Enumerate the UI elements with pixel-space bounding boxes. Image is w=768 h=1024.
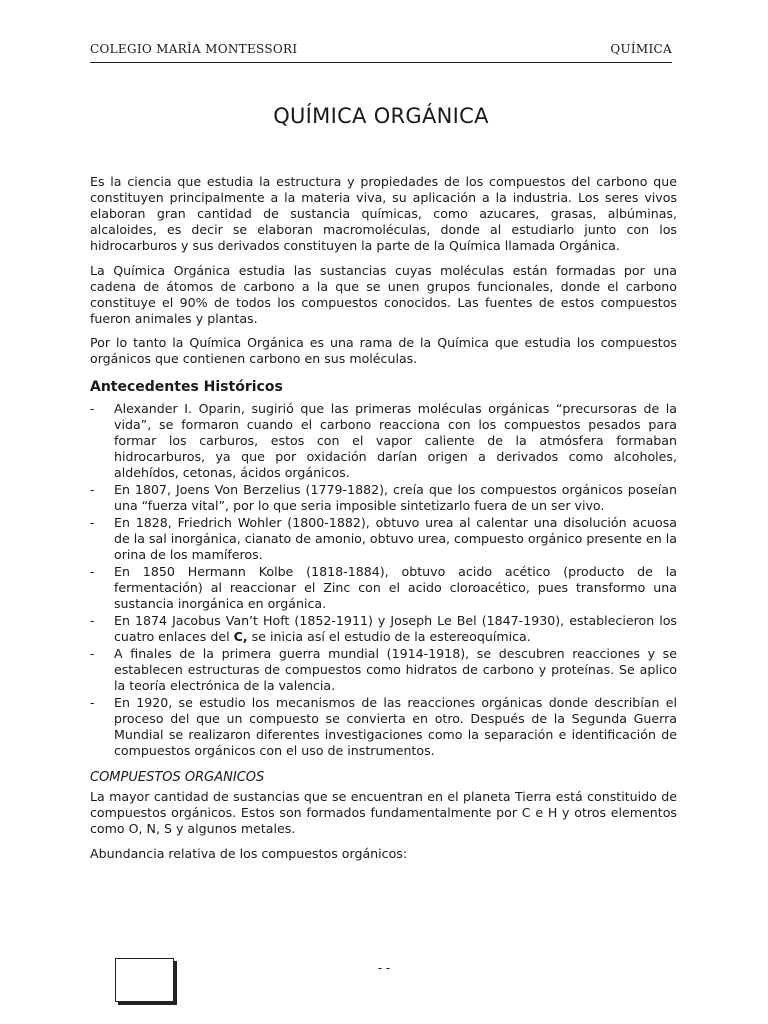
page-header [90, 42, 672, 63]
bullet-dash: - [90, 515, 95, 530]
list-item [90, 564, 677, 612]
bullet-dash: - [90, 401, 95, 416]
compounds-paragraph: La mayor cantidad de sustancias que se encuentran en el planeta Tierra está constituido de compuestos orgánicos. Estos son formados fundamentalmente por C e H y otros elementos como O, N, S y algunos metales. [90, 789, 677, 836]
list-item-text-tail: se inicia así el estudio de la estereoquímica. [247, 629, 531, 644]
bullet-dash: - [90, 564, 95, 579]
list-item-text: A finales de la primera guerra mundial (1914-1918), se descubren reacciones y se establecen estructuras de compuestos como hidratos de carbono y proteínas. Se aplico la teoría electrónica de la valencia. [114, 646, 677, 693]
intro-paragraph-1: Es la ciencia que estudia la estructura y propiedades de los compuestos del carbono que constituyen principalmente a la materia viva, su aplicación a la industria. Los seres vivos elaboran gran cantidad de sustancia químicas, como azucares, grasas, albúminas, alcaloides, es decir se elaboran macromoléculas, donde al estudiarlo junto con los hidrocarburos y sus derivados constituyen la parte de la Química llamada Orgánica. [90, 174, 677, 253]
page-title: QUÍMICA ORGÁNICA [273, 104, 489, 128]
history-heading: Antecedentes Históricos [90, 379, 283, 395]
list-item [90, 401, 677, 481]
history-list [90, 401, 677, 760]
bullet-dash: - [90, 482, 95, 497]
list-item-text: En 1828, Friedrich Wohler (1800-1882), obtuvo urea al calentar una disolución acuosa de la sal inorgánica, cianato de amonio, obtuvo urea, compuesto orgánico presente en la orina de los mamíferos. [114, 515, 677, 562]
bullet-dash: - [90, 613, 95, 628]
list-item-text: En 1807, Joens Von Berzelius (1779-1882), creía que los compuestos orgánicos poseían una “fuerza vital”, por lo que seria imposible sintetizarlo fuera de un ser vivo. [114, 482, 677, 513]
bullet-dash: - [90, 646, 95, 661]
list-item-text: En 1920, se estudio los mecanismos de las reacciones orgánicas donde describían el proceso del que un compuesto se convierta en otro. Después de la Segunda Guerra Mundial se realizaron diferentes investigaciones como la separación e identificación de compuestos orgánicos con el uso de instrumentos. [114, 695, 677, 758]
list-item [90, 515, 677, 563]
list-item [90, 695, 677, 759]
compounds-heading: COMPUESTOS ORGANICOS [90, 770, 265, 785]
intro-paragraph-3: Por lo tanto la Química Orgánica es una rama de la Química que estudia los compuestos orgánicos que contienen carbono en sus moléculas. [90, 335, 677, 366]
list-item-text: Alexander I. Oparin, sugirió que las primeras moléculas orgánicas “precursoras de la vida”, se formaron cuando el carbono reacciona con los compuestos pesados para formar los carburos, estos con el vapor caliente de la atmósfera formaban hidrocarburos, ya que por oxidación darían origen a derivados como alcoholes, aldehídos, cetonas, ácidos orgánicos. [114, 401, 677, 480]
list-item [90, 646, 677, 694]
intro-paragraph-2: La Química Orgánica estudia las sustancias cuyas moléculas están formadas por una cadena de átomos de carbono a la que se unen grupos funcionales, donde el carbono constituye el 90% de todos los compuestos conocidos. Las fuentes de estos compuestos fueron animales y plantas. [90, 263, 677, 326]
page-number: - - [377, 961, 391, 975]
bullet-dash: - [90, 695, 95, 710]
abundance-line: Abundancia relativa de los compuestos orgánicos: [90, 846, 408, 861]
school-name: COLEGIO MARÌA MONTESSORI [90, 42, 298, 56]
bold-carbon: C, [233, 629, 248, 644]
footer-box [115, 958, 174, 1002]
subject-name: QUÍMICA [610, 42, 672, 56]
list-item-text: En 1850 Hermann Kolbe (1818-1884), obtuvo acido acético (producto de la fermentación) al reaccionar el Zinc con el acido cloroacético, pues transformo una sustancia inorgánica en orgánica. [114, 564, 677, 611]
list-item [90, 482, 677, 514]
list-item [90, 613, 677, 645]
list-item-text: En 1874 Jacobus Van’t Hoft (1852-1911) y Joseph Le Bel (1847-1930), establecieron los cuatro enlaces del [114, 613, 677, 644]
